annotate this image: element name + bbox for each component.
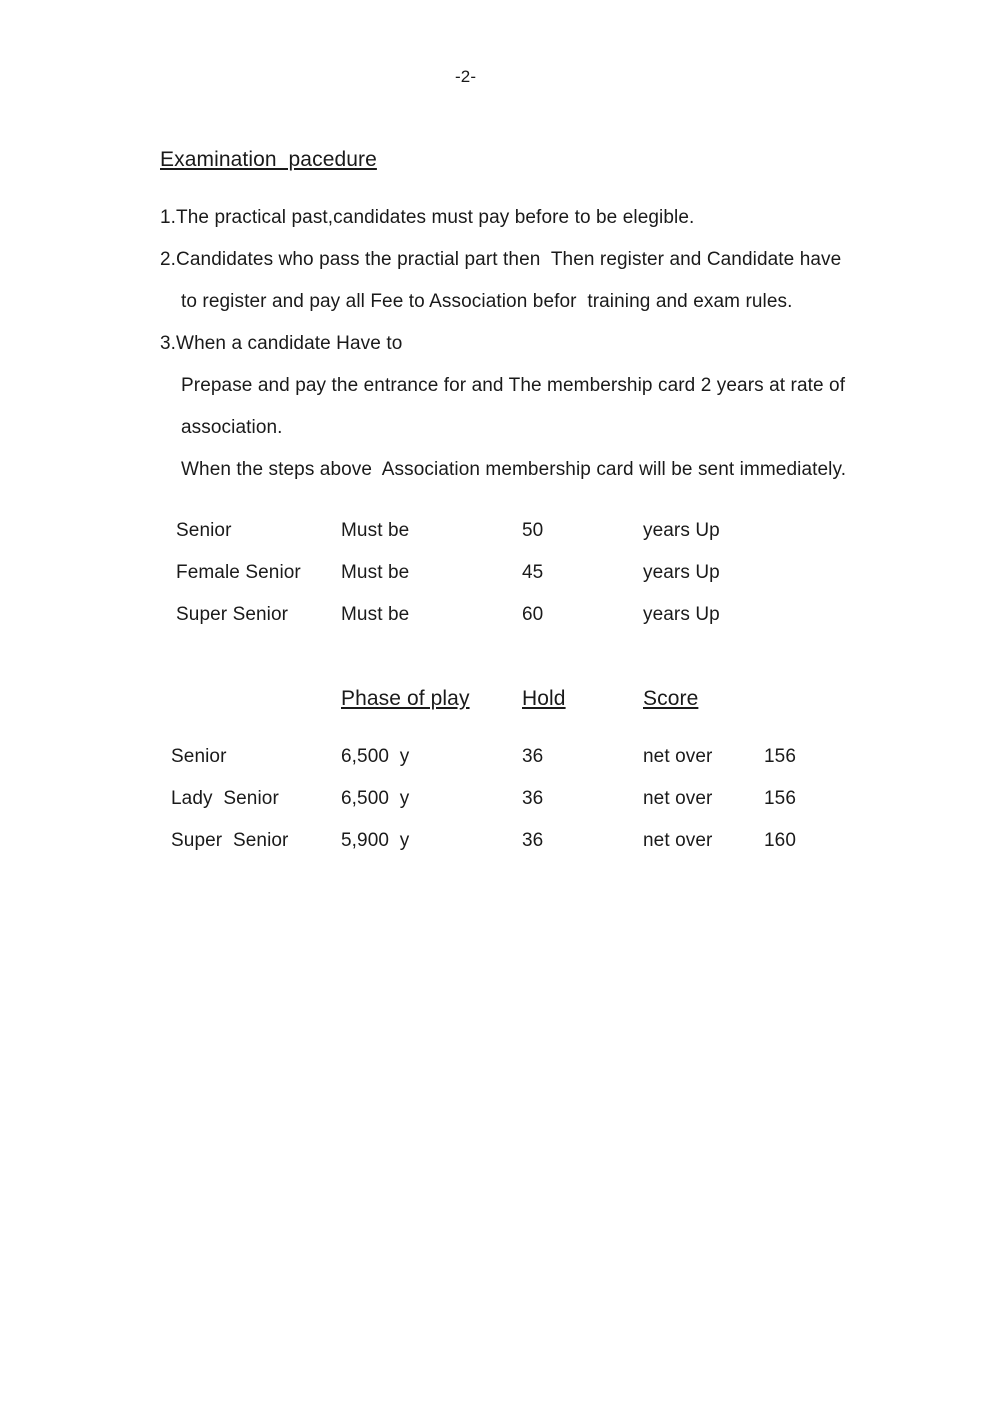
procedure-item-3-line-3: association. bbox=[181, 417, 283, 438]
age-unit: years Up bbox=[643, 562, 720, 583]
row-holes: 36 bbox=[522, 830, 544, 851]
procedure-item-3: 3.When a candidate Have to bbox=[160, 333, 403, 354]
row-distance: 6,500 y bbox=[341, 746, 410, 767]
row-holes: 36 bbox=[522, 788, 544, 809]
row-category: Senior bbox=[171, 746, 227, 767]
age-condition: Must be bbox=[341, 520, 410, 541]
column-header-hold: Hold bbox=[522, 687, 566, 710]
column-header-score: Score bbox=[643, 687, 699, 710]
procedure-item-2: 2.Candidates who pass the practial part then Then register and Candidate have bbox=[160, 249, 842, 270]
age-value: 60 bbox=[522, 604, 544, 625]
row-distance: 6,500 y bbox=[341, 788, 410, 809]
procedure-item-3-line-4: When the steps above Association membership card will be sent immediately. bbox=[181, 459, 847, 480]
row-score: 156 bbox=[764, 746, 797, 767]
age-category: Senior bbox=[176, 520, 232, 541]
procedure-item-1: 1.The practical past,candidates must pay before to be elegible. bbox=[160, 207, 695, 228]
procedure-item-3-line-2: Prepase and pay the entrance for and The membership card 2 years at rate of bbox=[181, 375, 846, 396]
age-unit: years Up bbox=[643, 604, 720, 625]
section-heading: Examination pacedure bbox=[160, 148, 377, 171]
age-unit: years Up bbox=[643, 520, 720, 541]
row-score-label: net over bbox=[643, 788, 713, 809]
age-value: 45 bbox=[522, 562, 544, 583]
age-category: Female Senior bbox=[176, 562, 301, 583]
row-distance: 5,900 y bbox=[341, 830, 410, 851]
row-score-label: net over bbox=[643, 746, 713, 767]
row-holes: 36 bbox=[522, 746, 544, 767]
procedure-item-2-continued: to register and pay all Fee to Association befor training and exam rules. bbox=[181, 291, 793, 312]
row-score: 156 bbox=[764, 788, 797, 809]
row-score: 160 bbox=[764, 830, 797, 851]
age-value: 50 bbox=[522, 520, 544, 541]
row-score-label: net over bbox=[643, 830, 713, 851]
row-category: Lady Senior bbox=[171, 788, 279, 809]
age-condition: Must be bbox=[341, 562, 410, 583]
row-category: Super Senior bbox=[171, 830, 289, 851]
column-header-phase-of-play: Phase of play bbox=[341, 687, 470, 710]
age-category: Super Senior bbox=[176, 604, 289, 625]
age-condition: Must be bbox=[341, 604, 410, 625]
page-number: -2- bbox=[455, 67, 477, 86]
